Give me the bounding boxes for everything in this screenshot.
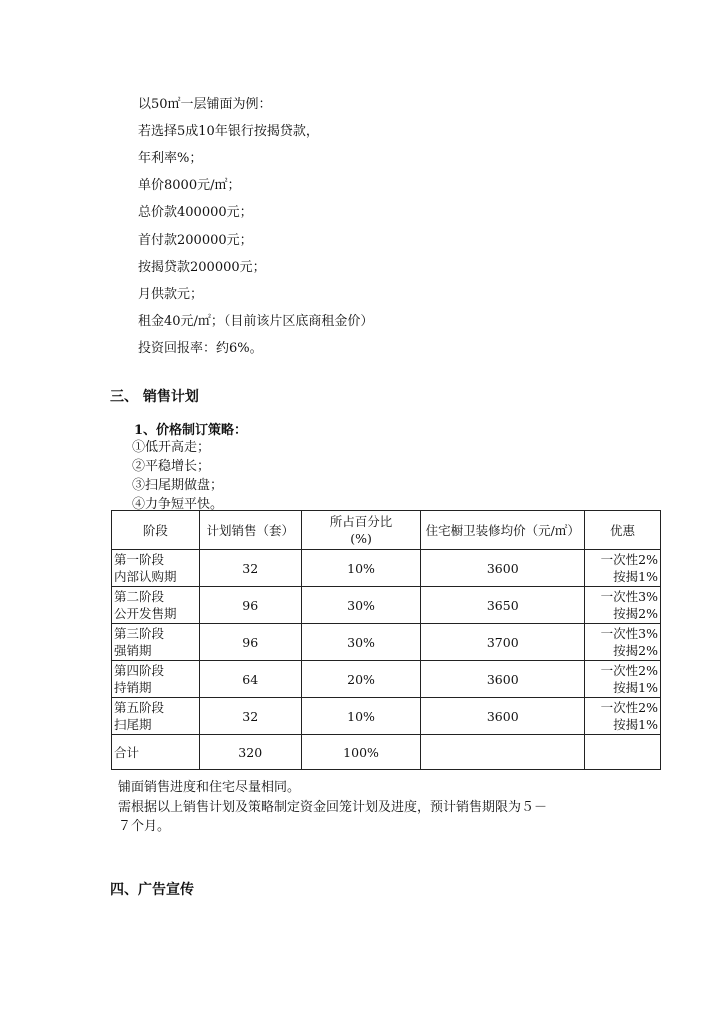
table-header-row	[112, 511, 661, 550]
header-stage: 阶段	[112, 511, 200, 550]
note-line: 铺面销售进度和住宅尽量相同。	[118, 780, 301, 795]
strategy-item: ②平稳增长；	[132, 459, 211, 474]
intro-line: 以50㎡一层铺面为例：	[138, 97, 272, 112]
table-row: 第五阶段 扫尾期 32 10% 3600 一次性2% 按揭1%	[112, 698, 661, 735]
intro-line: 若选择5成10年银行按揭贷款，	[138, 124, 319, 139]
table-row: 第四阶段 持销期 64 20% 3600 一次性2% 按揭1%	[112, 661, 661, 698]
table-row: 第三阶段 强销期 96 30% 3700 一次性3% 按揭2%	[112, 624, 661, 661]
intro-line: 租金40元/㎡；（目前该片区底商租金价）	[138, 314, 374, 329]
section-4-title: 四、广告宣传	[110, 882, 194, 898]
total-sales: 320	[199, 735, 301, 770]
header-planned-sales: 计划销售（套）	[199, 511, 301, 550]
strategy-item: ④力争短平快。	[132, 497, 224, 512]
intro-line: 总价款400000元；	[138, 205, 253, 220]
header-avg-price: 住宅橱卫装修均价（元/㎡）	[421, 511, 585, 550]
strategy-item: ③扫尾期做盘；	[132, 478, 224, 493]
table-row: 第一阶段 内部认购期 32 10% 3600 一次性2% 按揭1%	[112, 550, 661, 587]
intro-line: 首付款200000元；	[138, 233, 253, 248]
section-3-title: 三、 销售计划	[110, 389, 199, 405]
strategy-item: ①低开高走；	[132, 440, 211, 455]
price-strategy-heading: 1、价格制订策略：	[134, 423, 248, 438]
note-line: ７个月。	[118, 819, 171, 834]
total-percentage: 100%	[301, 735, 421, 770]
table-row: 第二阶段 公开发售期 96 30% 3650 一次性3% 按揭2%	[112, 587, 661, 624]
total-label: 合计	[112, 735, 200, 770]
sales-plan-table	[111, 510, 661, 770]
table-total-row	[112, 735, 661, 770]
intro-line: 按揭贷款200000元；	[138, 260, 266, 275]
header-discount: 优惠	[585, 511, 661, 550]
intro-line: 投资回报率：约6%。	[138, 341, 263, 356]
intro-line: 年利率%；	[138, 151, 203, 166]
intro-line: 单价8000元/㎡；	[138, 178, 241, 193]
intro-line: 月供款元；	[138, 287, 204, 302]
note-line: 需根据以上销售计划及策略制定资金回笼计划及进度，预计销售期限为５－	[118, 800, 548, 815]
header-percentage: 所占百分比 (%)	[301, 511, 421, 550]
